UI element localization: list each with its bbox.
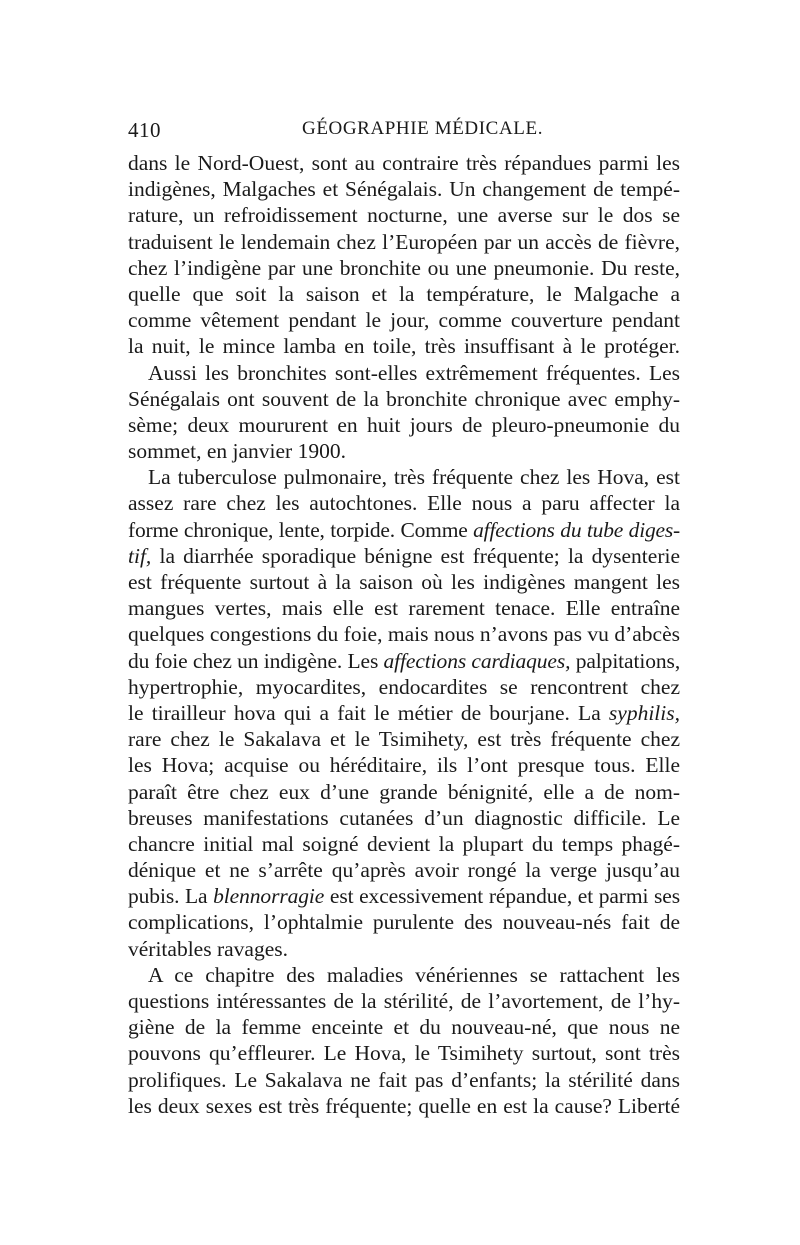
text-line bbox=[128, 909, 680, 935]
text-segment: paraît être chez eux d’une grande bénignité, elle a de nom- bbox=[128, 779, 680, 804]
text-line bbox=[128, 1067, 680, 1093]
text-segment: comme vêtement pendant le jour, comme couverture pendant bbox=[128, 308, 680, 333]
text-line bbox=[128, 752, 680, 778]
text-segment: mangues vertes, mais elle est rarement tenace. Elle entraîne bbox=[128, 596, 680, 621]
text-line bbox=[128, 962, 680, 988]
text-segment: Sénégalais ont souvent de la bronchite chronique avec emphy- bbox=[128, 386, 680, 411]
text-segment: du foie chez un indigène. Les bbox=[128, 648, 384, 673]
text-line bbox=[128, 936, 680, 962]
text-line bbox=[128, 1014, 680, 1040]
text-line bbox=[128, 1040, 680, 1066]
text-line bbox=[128, 543, 680, 569]
text-segment: les Hova; acquise ou héréditaire, ils l’ont presque tous. Elle bbox=[128, 753, 680, 778]
text-segment: les deux sexes est très fréquente; quelle en est la cause? Liberté bbox=[128, 1093, 680, 1118]
italic-text: syphilis, bbox=[608, 700, 680, 725]
text-segment: pubis. La bbox=[128, 884, 214, 909]
text-segment: chez l’indigène par une bronchite ou une pneumonie. Du reste, bbox=[128, 255, 680, 280]
text-line bbox=[128, 883, 680, 909]
text-segment: rature, un refroidissement nocturne, une averse sur le dos se bbox=[128, 203, 680, 228]
text-line bbox=[128, 202, 680, 228]
text-segment: le tirailleur hova qui a fait le métier de bourjane. La bbox=[128, 700, 609, 725]
text-segment: chancre initial mal soigné devient la plupart du temps phagé- bbox=[128, 831, 680, 856]
text-segment: breuses manifestations cutanées d’un diagnostic difficile. Le bbox=[128, 805, 680, 830]
text-line bbox=[128, 831, 680, 857]
text-segment: quelle que soit la saison et la température, le Malgache a bbox=[128, 281, 680, 306]
text-segment: questions intéressantes de la stérilité, de l’avortement, de l’hy- bbox=[128, 989, 680, 1013]
text-segment: Aussi les bronchites sont-elles extrêmement fréquentes. Les bbox=[148, 360, 680, 385]
text-segment: dénique et ne s’arrête qu’après avoir rongé la verge jusqu’au bbox=[128, 858, 680, 883]
italic-text: affections cardiaques, bbox=[383, 648, 571, 673]
text-segment: est excessivement répandue, et parmi ses bbox=[324, 884, 680, 909]
text-segment: complications, l’ophtalmie purulente des nouveau-nés fait de bbox=[128, 910, 680, 935]
text-segment: la nuit, le mince lamba en toile, très insuffisant à le protéger. bbox=[128, 334, 680, 359]
italic-text: tif, bbox=[128, 543, 152, 568]
text-segment: quelques congestions du foie, mais nous n’avons pas vu d’abcès bbox=[128, 622, 680, 647]
text-line bbox=[128, 779, 680, 805]
text-line bbox=[128, 255, 680, 281]
text-segment: pouvons qu’effleurer. Le Hova, le Tsimihety surtout, sont très bbox=[128, 1041, 680, 1066]
text-segment: est fréquente surtout à la saison où les indigènes mangent les bbox=[128, 570, 680, 594]
text-line bbox=[128, 176, 680, 202]
text-segment: prolifiques. Le Sakalava ne fait pas d’enfants; la stérilité dans bbox=[128, 1067, 680, 1092]
text-line bbox=[128, 621, 680, 647]
text-segment: La tuberculose pulmonaire, très fréquente chez les Hova, est bbox=[148, 465, 680, 490]
text-line bbox=[128, 464, 680, 490]
text-line bbox=[128, 360, 680, 386]
text-segment: palpitations, bbox=[570, 648, 681, 673]
page-header bbox=[128, 118, 680, 148]
text-line bbox=[128, 988, 680, 1014]
text-line bbox=[128, 412, 680, 438]
text-line bbox=[128, 333, 680, 359]
text-line bbox=[128, 700, 680, 726]
body-text bbox=[128, 150, 680, 1119]
running-title: GÉOGRAPHIE MÉDICALE. bbox=[302, 118, 544, 139]
text-segment: assez rare chez les autochtones. Elle nous a paru affecter la bbox=[128, 491, 680, 516]
text-line bbox=[128, 1093, 680, 1119]
italic-text: blennorragie bbox=[213, 884, 325, 909]
text-segment: sème; deux moururent en huit jours de pleuro-pneumonie du bbox=[128, 412, 680, 437]
text-line bbox=[128, 674, 680, 700]
text-segment: la diarrhée sporadique bénigne est fréquente; la dysenterie bbox=[151, 543, 680, 568]
text-segment: dans le Nord-Ouest, sont au contraire très répandues parmi les bbox=[128, 151, 680, 175]
text-line bbox=[128, 805, 680, 831]
text-line bbox=[128, 857, 680, 883]
text-line bbox=[128, 386, 680, 412]
text-line bbox=[128, 569, 680, 595]
text-line bbox=[128, 648, 680, 674]
text-line bbox=[128, 281, 680, 307]
text-line bbox=[128, 150, 680, 176]
text-segment: véritables ravages. bbox=[128, 936, 288, 961]
page-number: 410 bbox=[128, 118, 161, 142]
text-line bbox=[128, 726, 680, 752]
italic-text: affections du tube diges- bbox=[473, 517, 681, 542]
text-line bbox=[128, 517, 680, 543]
text-segment: hypertrophie, myocardites, endocardites se rencontrent chez bbox=[128, 674, 680, 699]
text-line bbox=[128, 229, 680, 255]
text-segment: giène de la femme enceinte et du nouveau-né, que nous ne bbox=[128, 1015, 680, 1040]
text-segment: indigènes, Malgaches et Sénégalais. Un changement de tempé- bbox=[128, 177, 680, 202]
text-segment: rare chez le Sakalava et le Tsimihety, est très fréquente chez bbox=[128, 727, 680, 752]
text-segment: sommet, en janvier 1900. bbox=[128, 439, 346, 464]
text-line bbox=[128, 595, 680, 621]
text-line bbox=[128, 490, 680, 516]
text-segment: forme chronique, lente, torpide. Comme bbox=[128, 517, 474, 542]
text-segment: A ce chapitre des maladies vénériennes se rattachent les bbox=[148, 962, 680, 987]
text-line bbox=[128, 307, 680, 333]
text-line bbox=[128, 438, 680, 464]
text-segment: traduisent le lendemain chez l’Européen par un accès de fièvre, bbox=[128, 229, 680, 254]
